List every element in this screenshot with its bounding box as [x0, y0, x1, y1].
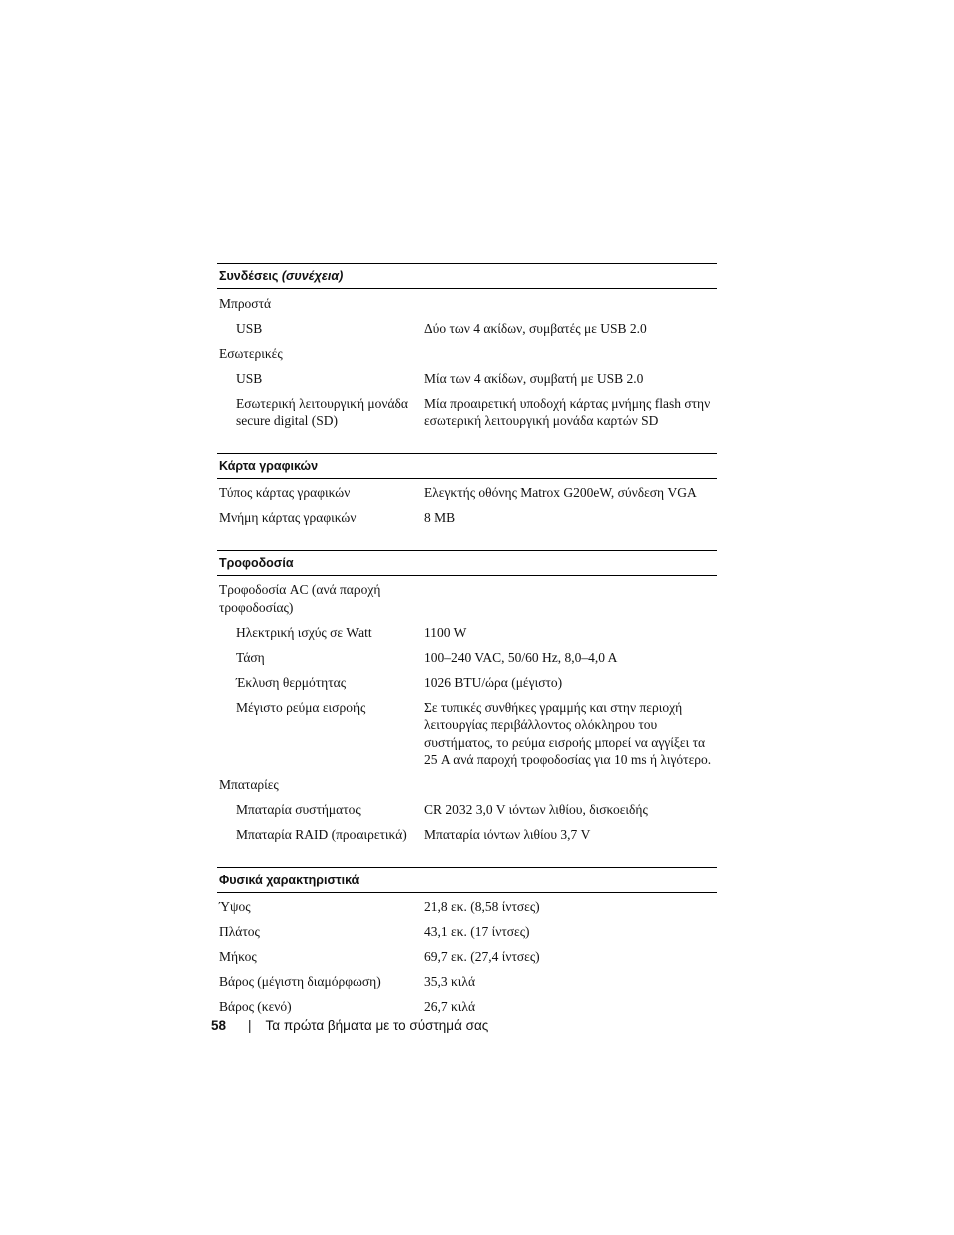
spec-row — [217, 798, 717, 823]
section-title-suffix: (συνέχεια) — [281, 269, 344, 283]
section-heading — [217, 263, 717, 289]
spec-label: Τύπος κάρτας γραφικών — [219, 485, 351, 500]
spec-label: Μήκος — [219, 949, 257, 964]
spec-label: Έκλυση θερμότητας — [236, 674, 347, 690]
spec-value: 1026 BTU/ώρα (μέγιστο) — [424, 674, 563, 690]
spec-row — [217, 995, 717, 1020]
spec-table — [217, 263, 717, 1039]
spec-row — [217, 506, 717, 531]
spec-value: 26,7 κιλά — [424, 999, 476, 1014]
section-title: Φυσικά χαρακτηριστικά — [219, 872, 360, 887]
spec-value: Μία των 4 ακίδων, συμβατή με USB 2.0 — [424, 370, 644, 386]
spec-label: USB — [236, 370, 263, 386]
spec-label: Μπαταρία RAID (προαιρετικά) — [236, 827, 407, 842]
spec-value — [424, 295, 717, 313]
spec-label: Εσωτερική λειτουργική μονάδα secure digital (SD) — [236, 395, 408, 428]
spec-value: 8 MB — [424, 510, 456, 525]
spec-value: Δύο των 4 ακίδων, συμβατές με USB 2.0 — [424, 320, 647, 336]
section-heading — [217, 550, 717, 576]
section-title: Συνδέσεις — [219, 269, 279, 283]
spec-row — [217, 670, 717, 695]
spec-value: 69,7 εκ. (27,4 ίντσες) — [424, 949, 540, 964]
spec-label: Βάρος (κενό) — [219, 999, 292, 1014]
spec-row — [217, 366, 717, 391]
page-number: 58 — [211, 1018, 227, 1033]
spec-label: Μνήμη κάρτας γραφικών — [219, 510, 357, 525]
spec-value: CR 2032 3,0 V ιόντων λιθίου, δισκοειδής — [424, 802, 648, 817]
spec-value: Μπαταρία ιόντων λιθίου 3,7 V — [424, 827, 591, 842]
spec-row — [217, 970, 717, 995]
footer-title: Τα πρώτα βήματα με το σύστημά σας — [265, 1018, 489, 1033]
spec-value: 100–240 VAC, 50/60 Hz, 8,0–4,0 A — [424, 649, 618, 665]
spec-label: Ύψος — [219, 899, 251, 914]
spec-row — [217, 695, 717, 773]
spec-value: 1100 W — [424, 624, 467, 640]
section-heading — [217, 867, 717, 893]
spec-row — [217, 391, 717, 434]
spec-row — [217, 895, 717, 920]
section-heading — [217, 453, 717, 479]
spec-label: Μπροστά — [219, 295, 272, 311]
spec-row — [217, 578, 717, 621]
spec-value: Σε τυπικές συνθήκες γραμμής και στην περιοχή λειτουργίας περιβάλλοντος ολόκληρου του συστήματος, το ρεύμα εισροής μπορεί να αγγίξει τα 25 A ανά παροχή τροφοδοσίας για 10 ms ή λιγότερο. — [424, 699, 712, 767]
spec-row — [217, 481, 717, 506]
spec-label: Πλάτος — [219, 924, 260, 939]
spec-label: Εσωτερικές — [219, 345, 283, 361]
spec-row — [217, 645, 717, 670]
spec-value: Ελεγκτής οθόνης Matrox G200eW, σύνδεση VGA — [424, 485, 697, 500]
spec-value — [424, 581, 717, 616]
spec-label: Τροφοδοσία AC (ανά παροχή τροφοδοσίας) — [219, 582, 381, 615]
spec-section — [217, 867, 717, 1020]
spec-label: Ηλεκτρική ισχύς σε Watt — [236, 624, 372, 640]
spec-value — [424, 776, 717, 794]
footer-separator: | — [248, 1018, 252, 1033]
spec-row — [217, 823, 717, 848]
section-title: Τροφοδοσία — [219, 555, 294, 570]
spec-section — [217, 550, 717, 848]
spec-section — [217, 263, 717, 434]
spec-row — [217, 773, 717, 798]
spec-row — [217, 341, 717, 366]
spec-value: 21,8 εκ. (8,58 ίντσες) — [424, 899, 540, 914]
spec-row — [217, 945, 717, 970]
spec-row — [217, 620, 717, 645]
page-footer — [211, 1018, 488, 1033]
spec-value: 35,3 κιλά — [424, 974, 476, 989]
section-title: Κάρτα γραφικών — [219, 458, 319, 473]
spec-row — [217, 920, 717, 945]
spec-row — [217, 291, 717, 316]
spec-value — [424, 345, 717, 363]
spec-label: Βάρος (μέγιστη διαμόρφωση) — [219, 974, 381, 989]
spec-row — [217, 316, 717, 341]
spec-label: Μέγιστο ρεύμα εισροής — [236, 699, 366, 715]
spec-label: Τάση — [236, 649, 265, 665]
spec-value: 43,1 εκ. (17 ίντσες) — [424, 924, 530, 939]
spec-label: Μπαταρία συστήματος — [236, 802, 361, 817]
spec-label: USB — [236, 320, 263, 336]
spec-section — [217, 453, 717, 531]
spec-label: Μπαταρίες — [219, 777, 279, 792]
spec-value: Μία προαιρετική υποδοχή κάρτας μνήμης flash στην εσωτερική λειτουργική μονάδα καρτών SD — [424, 395, 711, 428]
